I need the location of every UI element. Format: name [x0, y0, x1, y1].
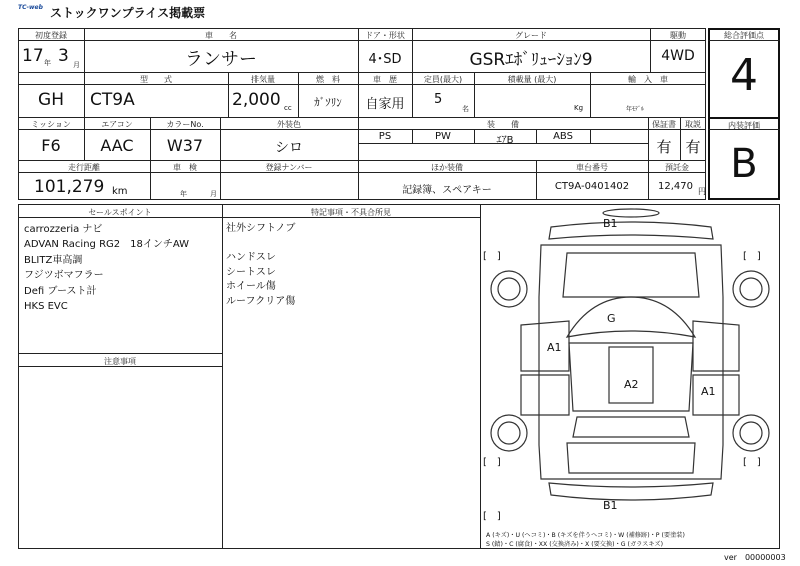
usage: 自家用 [365, 97, 405, 112]
label-inspection: 車 検 [173, 163, 197, 172]
bracket-front-right: [ ] [743, 251, 761, 262]
list-item: Defi ブースト計 [24, 285, 97, 297]
label-load: 積載量 (最大) [507, 75, 557, 84]
label-aircon: エアコン [101, 120, 133, 129]
label-special-notes: 特記事項・不具合所見 [311, 208, 391, 217]
label-other-equip: ほか装備 [431, 163, 463, 172]
aircon: AAC [100, 136, 134, 155]
model-prefix: GH [38, 90, 64, 110]
mark-b1-top: B1 [603, 217, 618, 230]
label-color: カラーNo. [166, 120, 204, 129]
label-sales-points: セールスポイント [88, 208, 152, 217]
list-item: シートスレ [226, 266, 276, 278]
version-label: ver 00000003 [724, 553, 786, 562]
label-recycle: 預託金 [665, 163, 689, 172]
first-reg-month: 3 [58, 46, 69, 66]
drive: 4WD [661, 48, 695, 64]
first-reg-month-unit: 月 [73, 61, 80, 69]
warranty: 有 [656, 138, 672, 156]
label-chassis: 車台番号 [576, 163, 608, 172]
other-equip: 記録簿、スペアキー [402, 185, 492, 196]
damage-legend-line2: S (錆)・C (腐食)・XX (交換済み)・X (要交換)・G (ガラスキズ) [486, 541, 663, 548]
label-interior-score: 内装評価 [728, 121, 760, 130]
label-plate: 登録ナンバー [265, 163, 313, 172]
sales-points-list [24, 222, 189, 314]
label-capacity: 定員(最大) [423, 75, 463, 84]
special-notes-list [226, 222, 295, 310]
mileage-unit: km [112, 186, 128, 197]
car-name: ランサー [185, 49, 257, 70]
bracket-front-left: [ ] [483, 251, 501, 262]
recycle-fee: 12,470 [658, 181, 693, 192]
label-mileage: 走行距離 [68, 163, 100, 172]
logo: TC-web [18, 4, 43, 11]
list-item: ハンドスレ [226, 252, 276, 264]
exterior-color: シロ [275, 140, 303, 156]
load-unit: Kg [574, 104, 584, 112]
mark-a1-right: A1 [701, 385, 716, 398]
damage-legend-line1: A (キズ)・U (ヘコミ)・B (キズを伴うヘコミ)・W (補修跡)・P (要塗装) [486, 532, 685, 539]
inspection-month: 月 [210, 190, 217, 198]
displacement-unit: cc [284, 104, 292, 112]
label-model: 型 式 [140, 75, 172, 84]
mark-a1-left: A1 [547, 341, 562, 354]
mileage: 101,279 [34, 177, 105, 197]
bracket-rear-right: [ ] [743, 457, 761, 468]
label-door: ドア・形状 [365, 31, 405, 40]
grade: GSRｴﾎﾞﾘｭｰｼｮﾝ9 [469, 50, 593, 70]
label-import: 輸 入 車 [628, 75, 668, 84]
list-item: ルーフクリア傷 [226, 295, 296, 307]
bracket-bottom: [ ] [483, 511, 501, 522]
list-item: HKS EVC [24, 301, 68, 313]
inspection-year: 年 [180, 190, 187, 198]
equip-airbag: ｴｱB [496, 135, 514, 146]
first-reg-year-unit: 年 [44, 59, 51, 67]
fuel: ｶﾞｿﾘﾝ [314, 96, 342, 109]
interior-score: B [730, 141, 758, 187]
capacity: 5 [434, 92, 443, 107]
equip-pw: PW [435, 131, 451, 142]
list-item: BLITZ車高調 [24, 254, 83, 266]
equip-abs: ABS [553, 131, 573, 142]
label-grade: グレード [515, 31, 547, 40]
equip-ps: PS [378, 131, 392, 142]
model: CT9A [90, 90, 135, 110]
label-mission: ミッション [31, 120, 71, 129]
list-item: carrozzeria ナビ [24, 224, 103, 235]
import-note: 年ﾓﾃﾞﾙ [626, 106, 645, 113]
label-exterior: 外装色 [277, 120, 301, 129]
displacement: 2,000 [232, 90, 281, 110]
list-item: 社外シフトノブ [226, 223, 296, 234]
color-no: W37 [166, 136, 204, 155]
mission: F6 [41, 136, 61, 155]
label-car-name: 車 名 [205, 31, 237, 40]
first-reg-year: 17 [22, 46, 44, 66]
mark-g: G [607, 312, 616, 325]
list-item: フジツボマフラー [24, 270, 104, 282]
label-warranty: 保証書 [652, 120, 676, 129]
list-item: ホイール傷 [226, 281, 276, 293]
label-caution: 注意事項 [104, 357, 136, 366]
mark-a2: A2 [624, 378, 639, 391]
label-equipment: 装 備 [487, 120, 519, 129]
sheet-title: ストックワンプライス掲載票 [50, 6, 206, 20]
label-usage: 車 歴 [373, 75, 397, 84]
capacity-unit: 名 [462, 105, 469, 113]
label-first-reg: 初度登録 [35, 31, 67, 40]
label-drive: 駆動 [670, 31, 686, 40]
label-fuel: 燃 料 [316, 75, 340, 84]
manual: 有 [685, 138, 701, 156]
overall-score: 4 [730, 50, 758, 101]
chassis-no: CT9A-0401402 [554, 181, 630, 192]
list-item: ADVAN Racing RG2 18インチAW [24, 239, 190, 251]
door-shape: 4･SD [368, 52, 402, 67]
recycle-unit: 円 [698, 187, 706, 196]
label-manual: 取説 [685, 120, 701, 129]
label-displacement: 排気量 [251, 75, 275, 84]
bracket-rear-left: [ ] [483, 457, 501, 468]
mark-b1-bottom: B1 [603, 499, 618, 512]
car-damage-diagram [481, 205, 779, 527]
list-item [226, 237, 295, 252]
label-overall-score: 総合評価点 [724, 31, 764, 40]
